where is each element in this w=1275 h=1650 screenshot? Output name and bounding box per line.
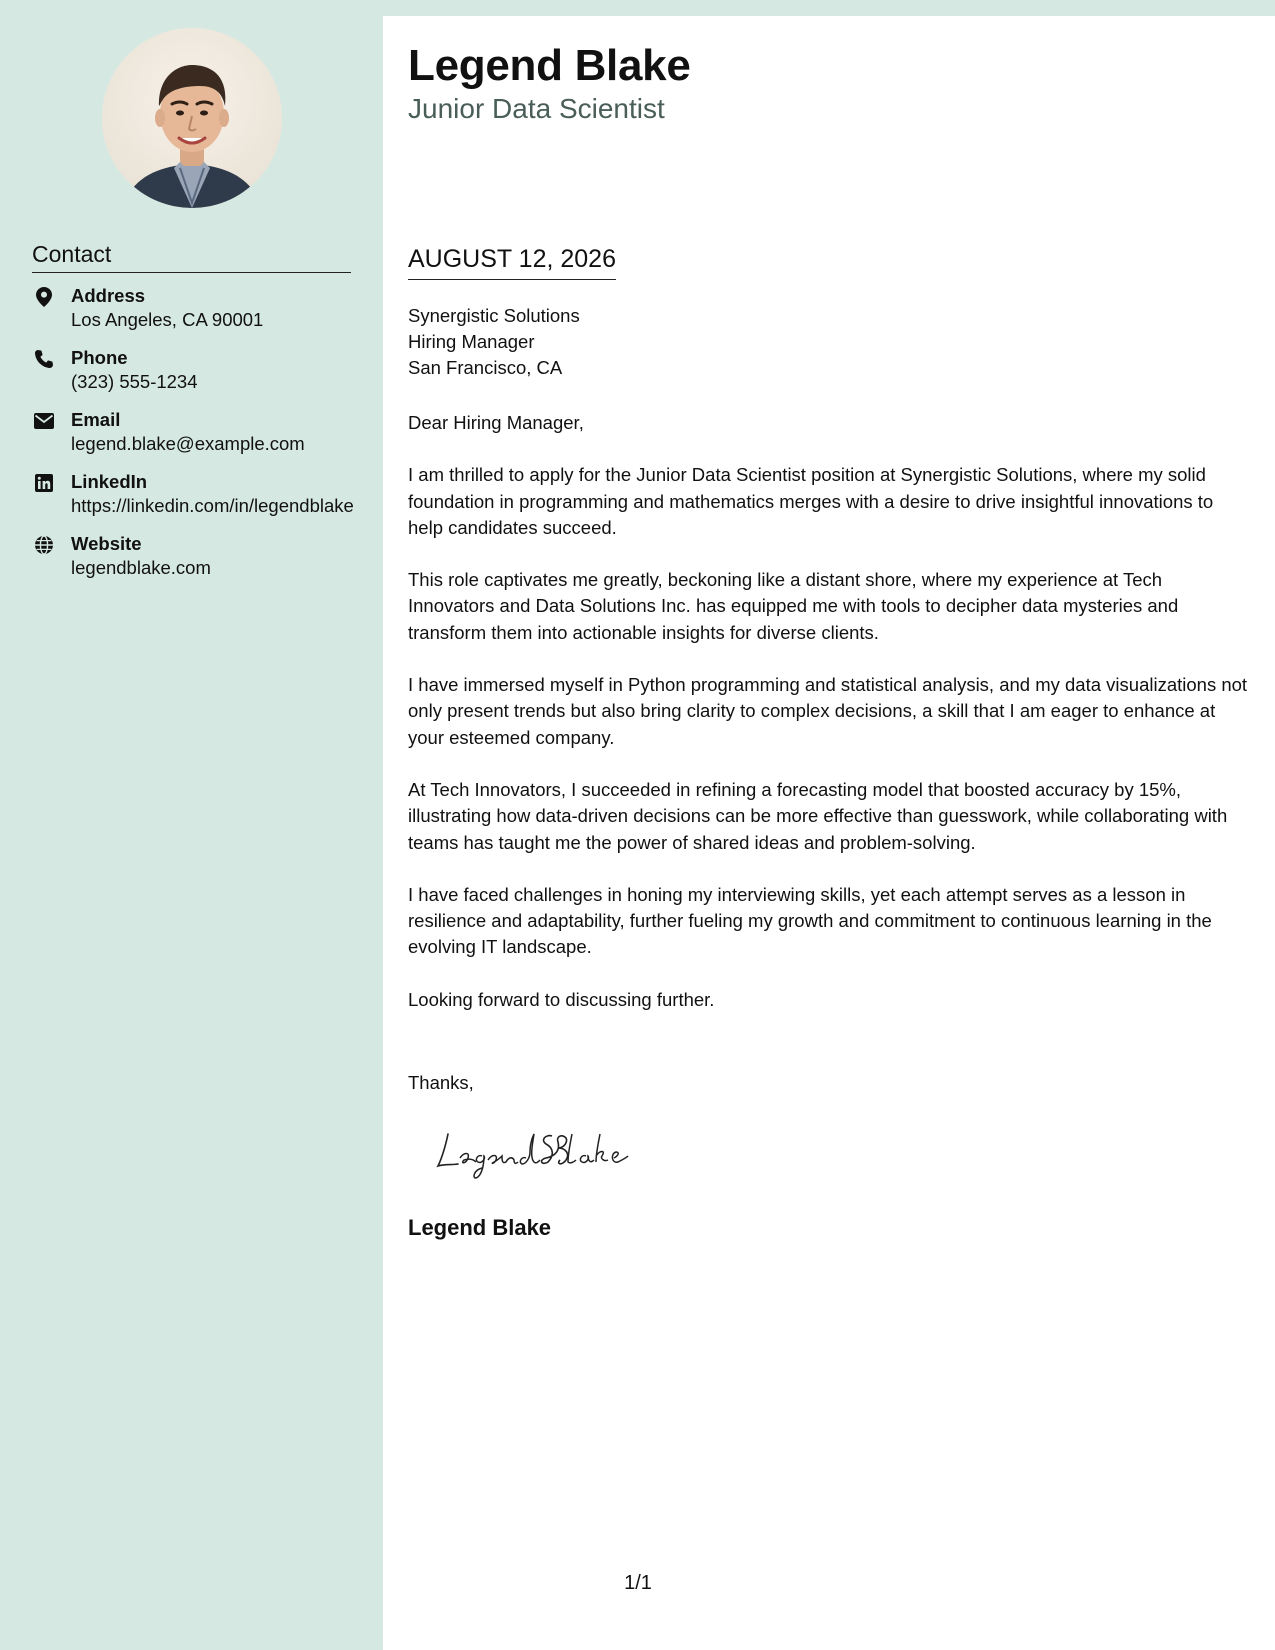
linkedin-value: https://linkedin.com/in/legendblake: [71, 495, 354, 516]
contact-item-phone: [32, 346, 362, 394]
phone-value: (323) 555-1234: [71, 371, 198, 392]
contact-label: Website: [71, 533, 142, 554]
paragraph: This role captivates me greatly, beckoning like a distant shore, where my experience at Tech Innovators and Data Solutions Inc. has equipped me with tools to decipher data mysteries and transform them into actionable insights for diverse clients.: [408, 569, 1179, 643]
email-value: legend.blake@example.com: [71, 433, 305, 454]
envelope-icon: [34, 411, 54, 431]
linkedin-icon: [34, 473, 54, 493]
paragraph: I have faced challenges in honing my interviewing skills, yet each attempt serves as a lesson in resilience and adaptability, further fueling my growth and commitment to continuous learning in the evolving IT landscape.: [408, 883, 1212, 958]
contact-label: Phone: [71, 347, 128, 368]
recipient-location: San Francisco, CA: [408, 357, 563, 378]
contact-list: [32, 284, 362, 594]
contact-item-linkedin: [32, 470, 362, 518]
contact-label: Address: [71, 285, 146, 306]
page-number: 1/1: [624, 1572, 652, 1594]
salutation: Dear Hiring Manager,: [408, 412, 584, 433]
letter-body: [408, 410, 1253, 1039]
avatar: [102, 28, 282, 208]
profile-photo-icon: [102, 28, 282, 208]
letter-date: AUGUST 12, 2026: [408, 243, 616, 280]
contact-label: Email: [71, 409, 121, 430]
contact-item-email: [32, 408, 362, 456]
paragraph: I have immersed myself in Python programming and statistical analysis, and my data visualizations not only present trends but also bring clarity to complex decisions, a skill that I am eager to enhance at your esteemed company.: [408, 674, 1248, 748]
contact-heading: Contact: [32, 240, 351, 273]
handwritten-signature: [430, 1120, 650, 1180]
recipient-company: Synergistic Solutions: [408, 305, 580, 326]
sidebar: [0, 0, 383, 1650]
contact-item-address: [32, 284, 362, 332]
recipient-block: [408, 303, 580, 381]
closing: Thanks,: [408, 1072, 474, 1093]
recipient-role: Hiring Manager: [408, 331, 535, 352]
contact-item-website: [32, 532, 362, 580]
phone-icon: [34, 349, 54, 369]
candidate-title: Junior Data Scientist: [408, 93, 665, 124]
map-pin-icon: [34, 287, 54, 307]
address-value: Los Angeles, CA 90001: [71, 309, 264, 330]
contact-label: LinkedIn: [71, 471, 148, 492]
letter-header: [408, 40, 1253, 126]
paragraph: At Tech Innovators, I succeeded in refining a forecasting model that boosted accuracy by 15%, illustrating how data-driven decisions can be more effective than guesswork, while collaborating with teams has taught me the power of shared ideas and problem-solving.: [408, 778, 1228, 853]
signer-name: Legend Blake: [408, 1215, 552, 1240]
paragraph: I am thrilled to apply for the Junior Data Scientist position at Synergistic Solutions, where my solid foundation in programming and mathematics merges with a desire to drive insightful innovations to help candidates succeed.: [408, 464, 1214, 538]
globe-icon: [34, 535, 54, 555]
candidate-name: Legend Blake: [408, 41, 691, 90]
paragraph: Looking forward to discussing further.: [408, 988, 715, 1010]
website-value: legendblake.com: [71, 557, 211, 578]
